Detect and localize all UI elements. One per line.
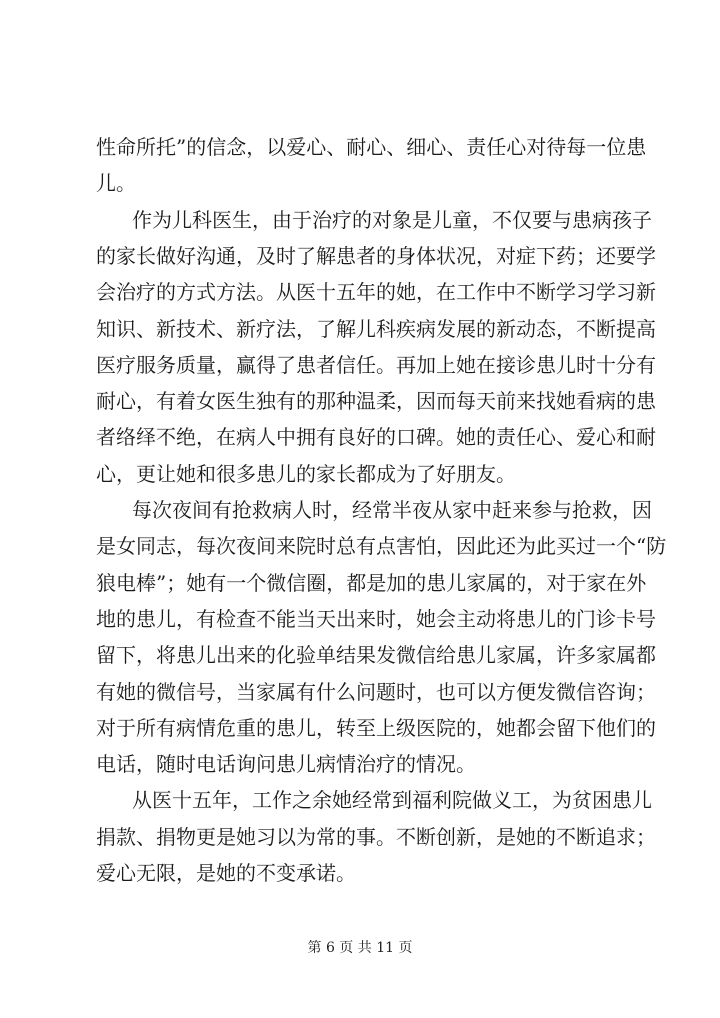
paragraph-1-line: 儿。: [96, 171, 136, 196]
paragraph-3-line: 对于所有病情危重的患儿，转至上级医院的，她都会留下他们的: [96, 715, 656, 740]
paragraph-1-line: 性命所托”的信念，以爱心、耐心、细心、责任心对待每一位患: [96, 135, 647, 159]
paragraph-3-line: 电话，随时电话询问患儿病情治疗的情况。: [96, 752, 476, 777]
paragraph-2-line: 作为儿科医生，由于治疗的对象是儿童，不仅要与患病孩子: [132, 207, 652, 232]
paragraph-4-line: 捐款、捐物更是她习以为常的事。不断创新，是她的不断追求；: [96, 824, 656, 849]
paragraph-2-line: 心，更让她和很多患儿的家长都成为了好朋友。: [96, 461, 516, 486]
paragraph-3-line: 有她的微信号，当家属有什么问题时，也可以方便发微信咨询；: [96, 679, 656, 704]
paragraph-2-line: 知识、新技术、新疗法，了解儿科疾病发展的新动态，不断提高: [96, 316, 656, 341]
paragraph-2-line: 的家长做好沟通，及时了解患者的身体状况，对症下药；还要学: [96, 243, 656, 268]
paragraph-2-line: 耐心，有着女医生独有的那种温柔，因而每天前来找她看病的患: [96, 389, 656, 414]
paragraph-2-line: 会治疗的方式方法。从医十五年的她，在工作中不断学习学习新: [96, 280, 656, 305]
page-number-footer: 第 6 页 共 11 页: [307, 940, 413, 956]
paragraph-2-line: 医疗服务质量，赢得了患者信任。再加上她在接诊患儿时十分有: [96, 352, 656, 377]
paragraph-3-line: 每次夜间有抢救病人时，经常半夜从家中赶来参与抢救，因: [132, 498, 652, 522]
paragraph-4-line: 从医十五年，工作之余她经常到福利院做义工，为贫困患儿: [132, 788, 652, 813]
paragraph-2-line: 者络绎不绝，在病人中拥有良好的口碑。她的责任心、爱心和耐: [96, 425, 656, 450]
paragraph-3-line: 留下，将患儿出来的化验单结果发微信给患儿家属，许多家属都: [96, 643, 656, 668]
paragraph-3-line: 狼电棒”；她有一个微信圈，都是加的患儿家属的，对于家在外: [96, 570, 647, 595]
paragraph-3-line: 是女同志，每次夜间来院时总有点害怕，因此还为此买过一个“防: [96, 534, 667, 559]
paragraph-4-line: 爱心无限，是她的不变承诺。: [96, 861, 356, 885]
paragraph-3-line: 地的患儿，有检查不能当天出来时，她会主动将患儿的门诊卡号: [96, 606, 656, 631]
